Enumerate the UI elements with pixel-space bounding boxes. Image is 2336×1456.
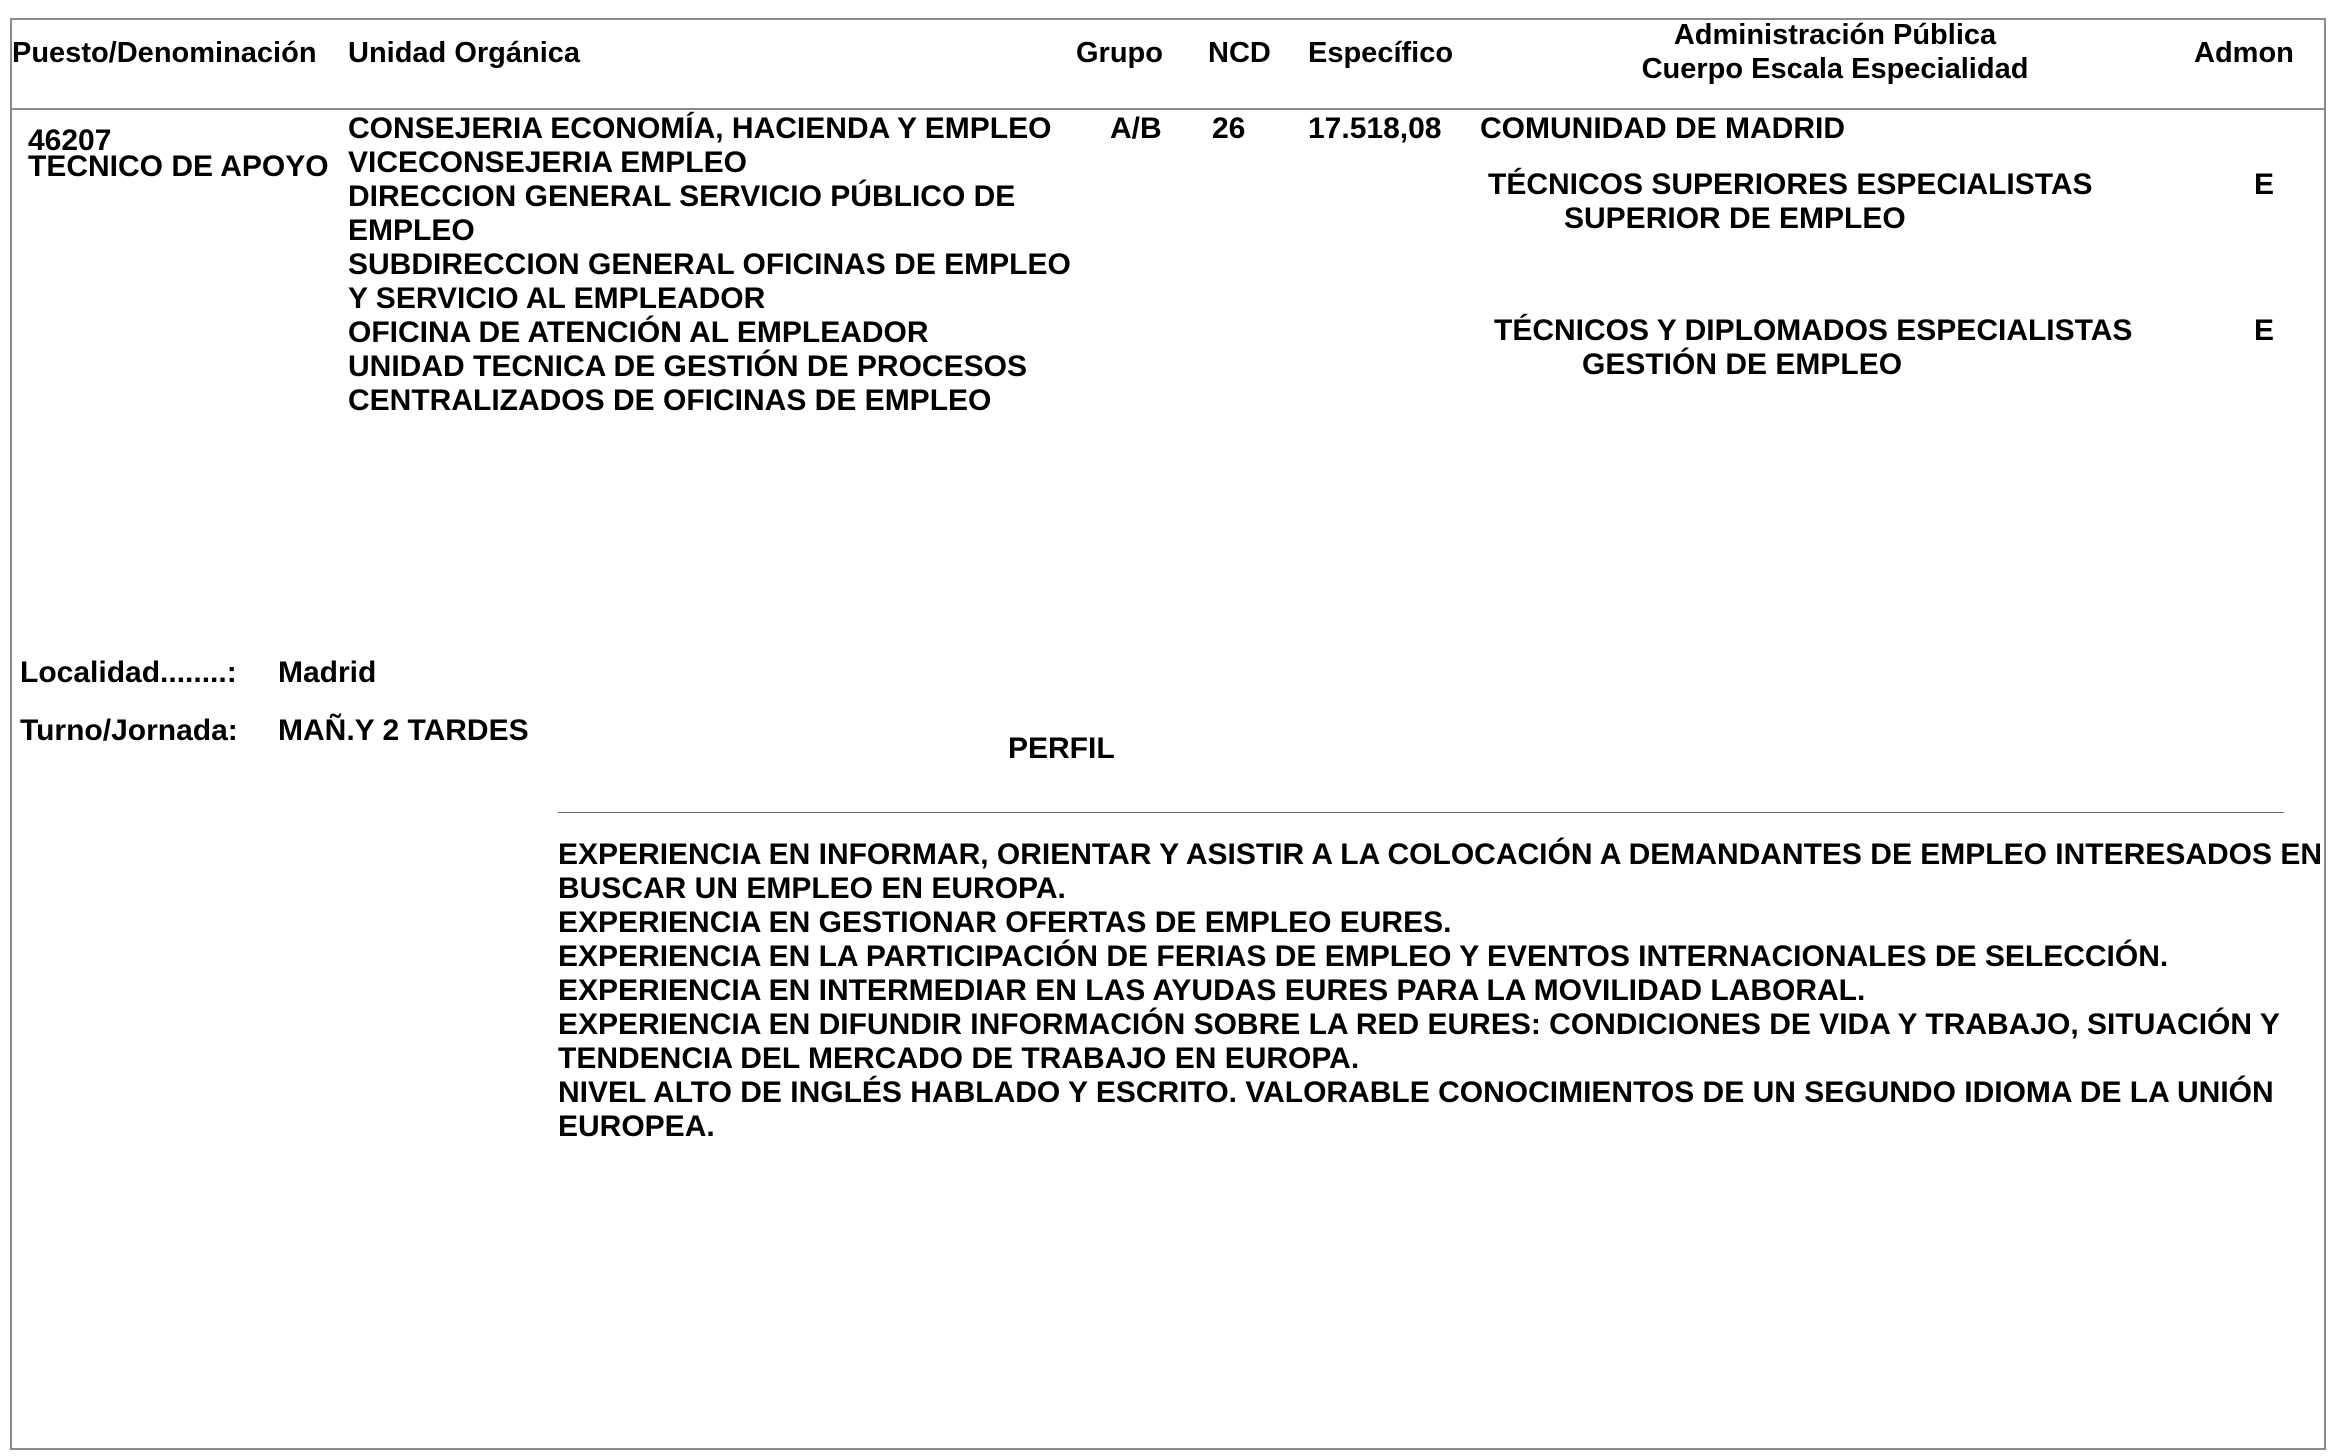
turno-value: MAÑ.Y 2 TARDES [278, 714, 529, 747]
administracion-value: COMUNIDAD DE MADRID [1480, 112, 1845, 145]
header-divider [10, 108, 2326, 110]
admon-value: E [2254, 168, 2275, 201]
header-ncd: NCD [1208, 37, 1271, 69]
perfil-title: PERFIL [1008, 732, 1115, 765]
escala-name: GESTIÓN DE EMPLEO [1582, 348, 1903, 381]
ncd-value: 26 [1212, 112, 1246, 145]
header-grupo: Grupo [1076, 37, 1163, 69]
escala-name: SUPERIOR DE EMPLEO [1564, 202, 1906, 235]
grupo-value: A/B [1110, 112, 1162, 145]
puesto-denominacion: TECNICO DE APOYO [28, 150, 329, 183]
especifico-value: 17.518,08 [1308, 112, 1442, 145]
perfil-line: NIVEL ALTO DE INGLÉS HABLADO Y ESCRITO. VALORABLE CONOCIMIENTOS DE UN SEGUNDO IDIOMA DE LA UNIÓN [558, 1076, 2274, 1109]
header-admin-line1: Administración Pública [1673, 19, 1997, 51]
unidad-line: OFICINA DE ATENCIÓN AL EMPLEADOR [348, 316, 929, 349]
turno-label: Turno/Jornada: [20, 714, 238, 747]
perfil-line: EXPERIENCIA EN LA PARTICIPACIÓN DE FERIAS DE EMPLEO Y EVENTOS INTERNACIONALES DE SELECCIÓN. [558, 940, 2169, 973]
header-admon: Admon [2194, 37, 2294, 69]
perfil-line: EXPERIENCIA EN DIFUNDIR INFORMACIÓN SOBRE LA RED EURES: CONDICIONES DE VIDA Y TRABAJO, SITUACIÓN Y [558, 1008, 2280, 1041]
perfil-line: EXPERIENCIA EN INFORMAR, ORIENTAR Y ASISTIR A LA COLOCACIÓN A DEMANDANTES DE EMPLEO INTERESADOS EN [558, 838, 2323, 871]
perfil-divider [558, 812, 2284, 813]
header-especifico: Específico [1308, 37, 1454, 69]
localidad-label: Localidad........: [20, 656, 237, 689]
unidad-line: SUBDIRECCION GENERAL OFICINAS DE EMPLEO [348, 248, 1071, 281]
unidad-line: DIRECCION GENERAL SERVICIO PÚBLICO DE [348, 180, 1016, 213]
perfil-line: EXPERIENCIA EN INTERMEDIAR EN LAS AYUDAS EURES PARA LA MOVILIDAD LABORAL. [558, 974, 1866, 1007]
perfil-line: TENDENCIA DEL MERCADO DE TRABAJO EN EUROPA. [558, 1042, 1360, 1075]
perfil-line: BUSCAR UN EMPLEO EN EUROPA. [558, 872, 1066, 905]
header-puesto: Puesto/Denominación [12, 37, 317, 69]
perfil-line: EUROPEA. [558, 1110, 715, 1143]
unidad-line: CONSEJERIA ECONOMÍA, HACIENDA Y EMPLEO [348, 112, 1052, 145]
unidad-line: VICECONSEJERIA EMPLEO [348, 146, 747, 179]
perfil-line: EXPERIENCIA EN GESTIONAR OFERTAS DE EMPLEO EURES. [558, 906, 1452, 939]
header-unidad: Unidad Orgánica [348, 37, 581, 69]
unidad-line: CENTRALIZADOS DE OFICINAS DE EMPLEO [348, 384, 992, 417]
unidad-line: UNIDAD TECNICA DE GESTIÓN DE PROCESOS [348, 350, 1027, 383]
cuerpo-name: TÉCNICOS SUPERIORES ESPECIALISTAS [1488, 168, 2093, 201]
puesto-codigo: 46207 [28, 124, 112, 157]
localidad-value: Madrid [278, 656, 377, 689]
admon-value: E [2254, 314, 2275, 347]
unidad-line: Y SERVICIO AL EMPLEADOR [348, 282, 766, 315]
header-admin-line2: Cuerpo Escala Especialidad [1641, 53, 2029, 85]
cuerpo-name: TÉCNICOS Y DIPLOMADOS ESPECIALISTAS [1494, 314, 2133, 347]
unidad-line: EMPLEO [348, 214, 475, 247]
